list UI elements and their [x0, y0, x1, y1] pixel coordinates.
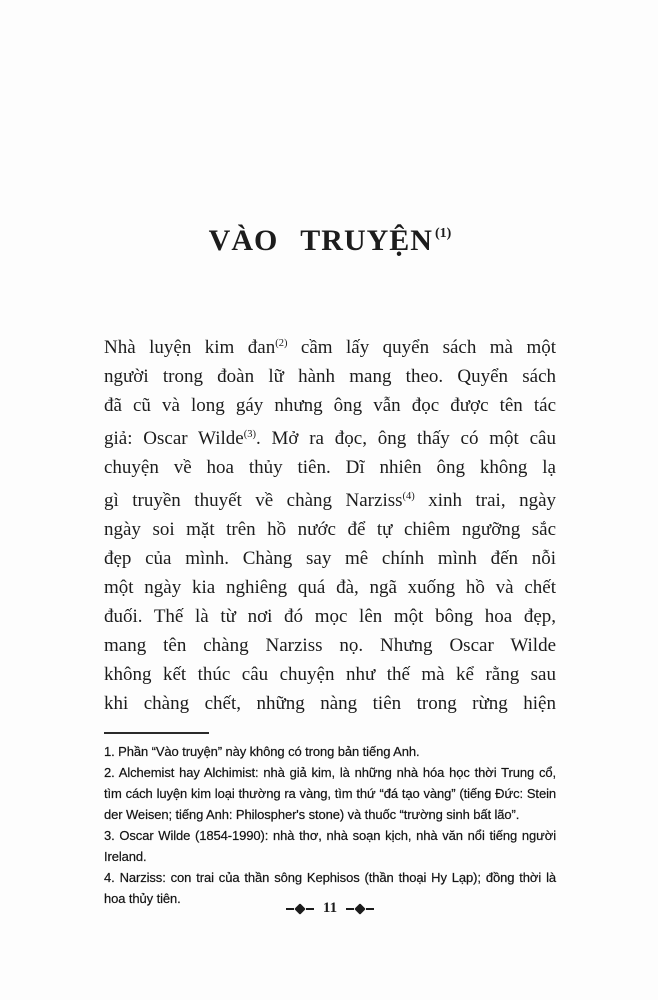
body-line: [104, 660, 556, 689]
footnote: [104, 741, 556, 762]
footnote-line: Ireland.: [104, 849, 147, 864]
footnote-ref: (3): [243, 429, 256, 440]
body-text: đẹp của mình. Chàng say mê chính mình đến nỗi: [104, 548, 556, 569]
diamond-ornament-icon: [286, 905, 314, 913]
body-text: cầm lấy quyển sách mà một: [287, 337, 556, 358]
title-footnote-ref: (1): [434, 226, 452, 241]
footnote-ref: (4): [402, 491, 415, 502]
body-text: . Mở ra đọc, ông thấy có một câu: [255, 428, 556, 449]
body-line: [104, 482, 556, 515]
body-line: [104, 631, 556, 660]
footnote-line: tìm cách luyện kim loại thường ra vàng, tìm thứ “đá tạo vàng” (tiếng Đức: Stein: [104, 786, 556, 801]
body-text: xinh trai, ngày: [414, 490, 556, 511]
page-content: [104, 0, 556, 909]
body-paragraph: [104, 329, 556, 718]
body-text: Nhà luyện kim đan: [104, 337, 276, 358]
body-text: gì truyền thuyết về chàng Narziss: [104, 490, 403, 511]
page-title: [104, 214, 556, 261]
body-line: [104, 420, 556, 453]
body-text: khi chàng chết, những nàng tiên trong rừng hiện: [104, 693, 556, 714]
footnote-line: 2. Alchemist hay Alchimist: nhà giả kim, là những nhà hóa học thời Trung cổ,: [104, 765, 556, 780]
body-text: đã cũ và long gáy nhưng ông vẫn đọc được tên tác: [104, 395, 556, 416]
body-text: ngày soi mặt trên hồ nước để tự chiêm ngưỡng sắc: [104, 519, 556, 540]
body-line: [104, 453, 556, 482]
footnote-line: der Weisen; tiếng Anh: Philospher's stone) và thuốc “trường sinh bất lão”.: [104, 807, 520, 822]
page-number: 11: [322, 900, 338, 916]
footnote: [104, 762, 556, 825]
body-text: không kết thúc câu chuyện như thế mà kể rằng sau: [104, 664, 556, 685]
footnote-separator: [104, 732, 209, 734]
body-line: [104, 515, 556, 544]
body-text: người trong đoàn lữ hành mang theo. Quyển sách: [104, 366, 556, 387]
body-line: [104, 391, 556, 420]
body-line: [104, 362, 556, 391]
diamond-ornament-icon: [346, 905, 374, 913]
body-text: đuối. Thế là từ nơi đó mọc lên một bông hoa đẹp,: [104, 606, 556, 627]
footnote-line: hoa thủy tiên.: [104, 891, 181, 906]
footnote-ref: (2): [275, 338, 288, 349]
footnote-line: 3. Oscar Wilde (1854-1990): nhà thơ, nhà soạn kịch, nhà văn nổi tiếng người: [104, 828, 556, 843]
footnotes: [104, 741, 556, 909]
footnote: [104, 825, 556, 867]
body-text: một ngày kia nghiêng quá đà, ngã xuống hồ và chết: [104, 577, 556, 598]
body-text: giả: Oscar Wilde: [104, 428, 244, 449]
body-line: [104, 573, 556, 602]
footnote-line: 1. Phần “Vào truyện” này không có trong bản tiếng Anh.: [104, 744, 420, 759]
body-line: [104, 544, 556, 573]
body-text: mang tên chàng Narziss nọ. Nhưng Oscar Wilde: [104, 635, 556, 656]
body-line: [104, 602, 556, 631]
page-title-text: VÀO TRUYỆN: [208, 224, 433, 257]
page-footer: [104, 901, 556, 916]
footnote-line: 4. Narziss: con trai của thần sông Kephisos (thần thoại Hy Lạp); đồng thời là: [104, 870, 556, 885]
body-line: [104, 689, 556, 718]
body-text: chuyện về hoa thủy tiên. Dĩ nhiên ông không lạ: [104, 457, 556, 478]
body-line: [104, 329, 556, 362]
